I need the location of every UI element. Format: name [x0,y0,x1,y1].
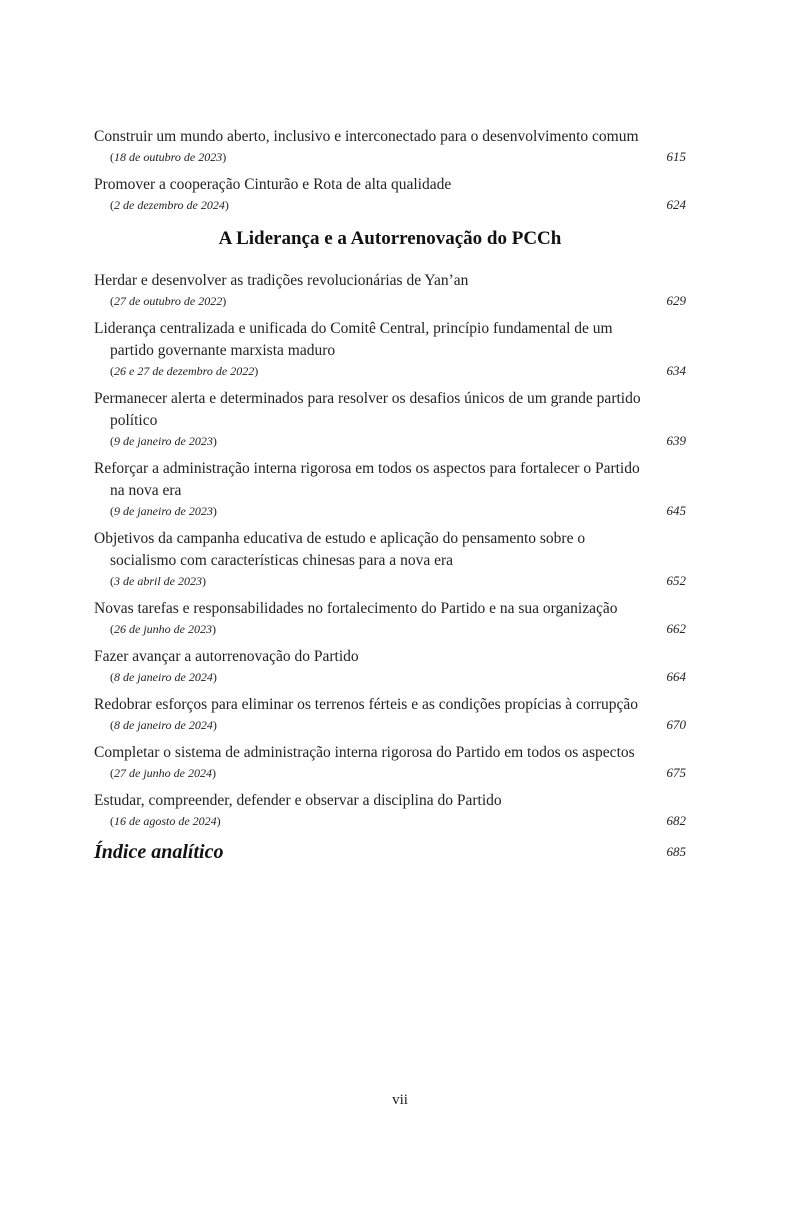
entry-date: 26 de junho de 2023 [114,622,212,636]
index-entry [94,838,686,866]
entry-date: 27 de junho de 2024 [114,766,212,780]
entry-date: 2 de dezembro de 2024 [114,198,225,212]
entries-before-list [94,126,686,214]
entry-meta: (26 de junho de 2023) 662 [110,621,686,636]
entry-page-number: 682 [666,813,686,828]
entry-meta: (27 de outubro de 2022) 629 [110,293,686,308]
entry-date: 9 de janeiro de 2023 [114,434,213,448]
toc-entry [94,174,686,214]
entry-page-number: 664 [666,669,686,684]
entry-title: Completar o sistema de administração interna rigorosa do Partido em todos os aspectos [94,744,635,761]
entry-meta: (8 de janeiro de 2024) 670 [110,717,686,732]
entry-page-number: 624 [666,197,686,212]
toc-entry [94,318,686,380]
toc-entry [94,742,686,782]
toc-entry [94,598,686,638]
toc-entry [94,694,686,734]
entry-page-number: 629 [666,293,686,308]
toc-entry [94,458,686,520]
entry-date: 26 e 27 de dezembro de 2022 [114,364,255,378]
entry-page-number: 670 [666,717,686,732]
entry-meta: (26 e 27 de dezembro de 2022) 634 [110,363,686,378]
toc-entry [94,126,686,166]
table-of-contents [94,126,686,866]
entry-meta: (27 de junho de 2024) 675 [110,765,686,780]
toc-entry [94,528,686,590]
entry-meta: (3 de abril de 2023) 652 [110,573,686,588]
entry-date: 3 de abril de 2023 [114,574,202,588]
entry-meta: (16 de agosto de 2024) 682 [110,813,686,828]
entry-page-number: 662 [666,621,686,636]
entry-title: Reforçar a administração interna rigorosa em todos os aspectos para fortalecer o Partido na nova era [94,460,640,499]
entry-title: Herdar e desenvolver as tradições revolucionárias de Yan’an [94,272,469,289]
entry-page-number: 675 [666,765,686,780]
entry-title: Construir um mundo aberto, inclusivo e interconectado para o desenvolvimento comum [94,128,639,145]
entry-title: Redobrar esforços para eliminar os terrenos férteis e as condições propícias à corrupção [94,696,638,713]
entry-meta: (2 de dezembro de 2024) 624 [110,197,686,212]
entry-page-number: 652 [666,573,686,588]
toc-entry [94,270,686,310]
entry-title: Estudar, compreender, defender e observar a disciplina do Partido [94,792,502,809]
entry-title: Promover a cooperação Cinturão e Rota de alta qualidade [94,176,452,193]
entry-title: Liderança centralizada e unificada do Comitê Central, princípio fundamental de um partido governante marxista maduro [94,320,613,359]
entry-page-number: 615 [666,149,686,164]
entry-title: Novas tarefas e responsabilidades no fortalecimento do Partido e na sua organização [94,600,618,617]
entry-title: Objetivos da campanha educativa de estudo e aplicação do pensamento sobre o socialismo com características chinesas para a nova era [94,530,586,569]
entry-page-number: 645 [666,503,686,518]
entry-date: 9 de janeiro de 2023 [114,504,213,518]
entry-page-number: 639 [666,433,686,448]
index-title: Índice analítico [94,841,224,863]
page-folio: vii [392,1092,408,1108]
entry-meta: (18 de outubro de 2023) 615 [110,149,686,164]
toc-entry [94,790,686,830]
section-heading: A Liderança e a Autorrenovação do PCCh [218,228,562,249]
entry-date: 27 de outubro de 2022 [114,294,223,308]
entry-meta: (8 de janeiro de 2024) 664 [110,669,686,684]
entries-after-list [94,270,686,830]
entry-meta: (9 de janeiro de 2023) 645 [110,503,686,518]
entry-date: 18 de outubro de 2023 [114,150,223,164]
entry-meta: (9 de janeiro de 2023) 639 [110,433,686,448]
toc-entry [94,646,686,686]
index-page-number: 685 [666,844,686,859]
entry-date: 8 de janeiro de 2024 [114,718,213,732]
entry-page-number: 634 [666,363,686,378]
toc-entry [94,388,686,450]
entry-date: 16 de agosto de 2024 [114,814,217,828]
entry-title: Permanecer alerta e determinados para resolver os desafios únicos de um grande partido político [94,390,641,429]
entry-title: Fazer avançar a autorrenovação do Partido [94,648,359,665]
entry-date: 8 de janeiro de 2024 [114,670,213,684]
